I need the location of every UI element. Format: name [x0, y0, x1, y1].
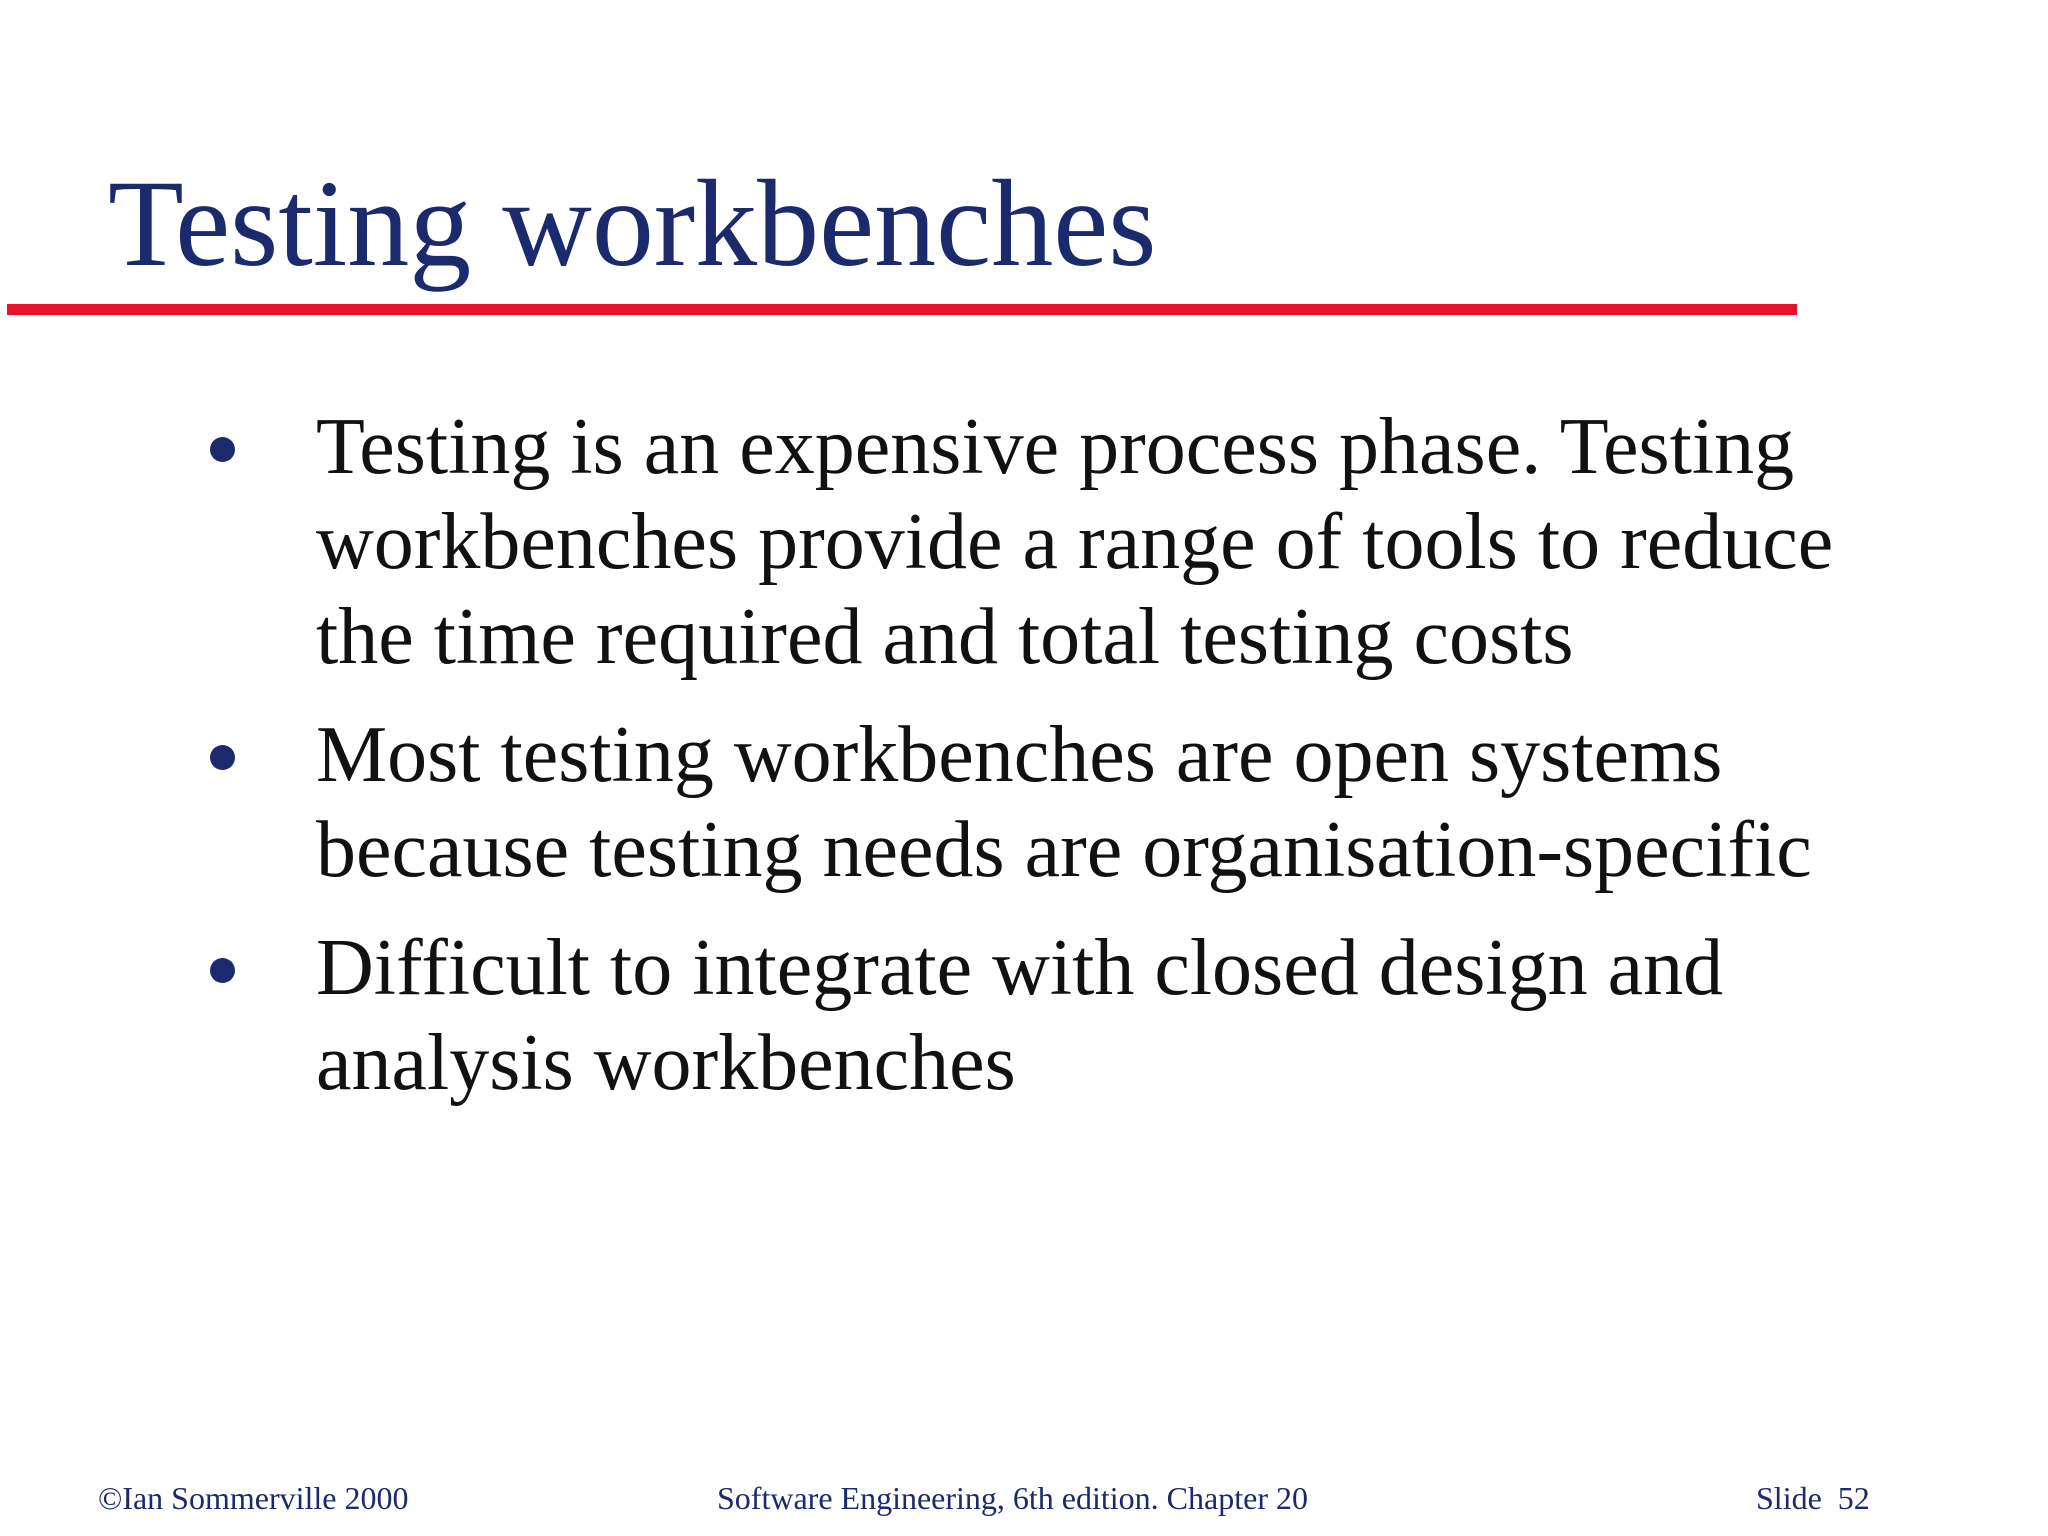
footer-book-title: Software Engineering, 6th edition. Chapter 20: [717, 1480, 1308, 1516]
slide-title: Testing workbenches: [108, 155, 1157, 292]
slide-footer: [0, 1478, 2048, 1518]
footer-slide-number: Slide 52: [1756, 1480, 1870, 1516]
bullet-item: [200, 921, 1920, 1111]
title-underline: [7, 304, 1797, 315]
bullet-text: Most testing workbenches are open systems because testing needs are organisation-specific: [316, 711, 1812, 894]
bullet-dot-icon: [210, 958, 235, 983]
bullet-dot-icon: [210, 745, 235, 770]
bullet-item: [200, 400, 1920, 685]
bullet-item: [200, 708, 1920, 898]
bullet-text: Difficult to integrate with closed design and analysis workbenches: [316, 924, 1724, 1107]
bullet-list: [200, 400, 1920, 1134]
bullet-text: Testing is an expensive process phase. Testing workbenches provide a range of tools to reduce the time required and total testing costs: [316, 403, 1834, 681]
footer-copyright: ©Ian Sommerville 2000: [98, 1480, 409, 1516]
bullet-dot-icon: [210, 437, 235, 462]
